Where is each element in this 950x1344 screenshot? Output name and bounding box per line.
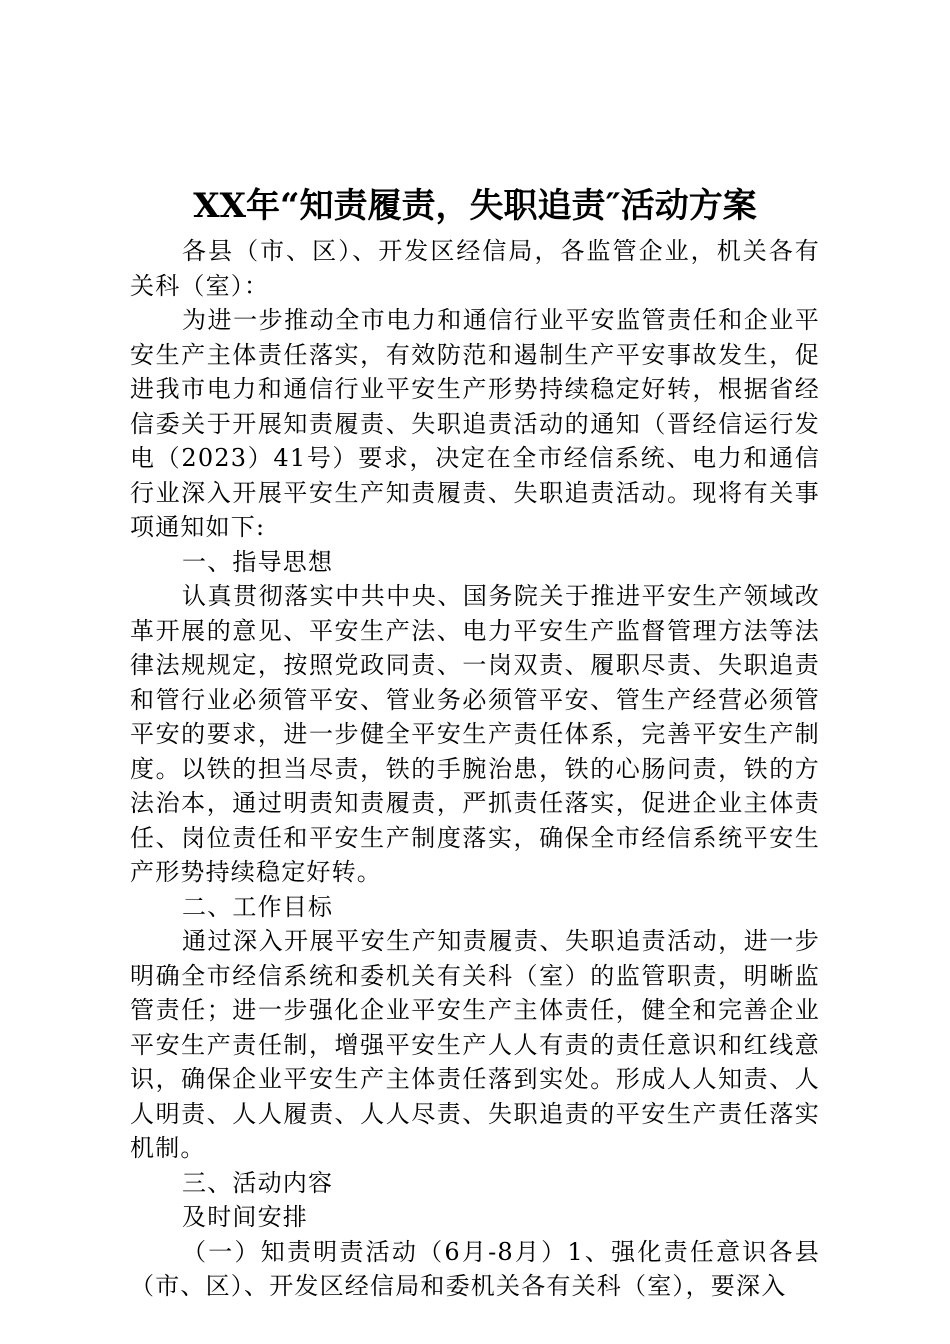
document-body <box>130 234 820 1304</box>
section-heading-guiding-ideology: 一、指导思想 <box>182 547 334 576</box>
section-heading-schedule: 及时间安排 <box>182 1203 308 1231</box>
section-heading-work-objectives: 二、工作目标 <box>182 892 334 921</box>
paragraph-activity-phase-one: （一）知责明责活动（6月-8月）1、强化责任意识各县（市、区）、开发区经信局和委机关各有关科（室），要深入 <box>130 1237 820 1300</box>
paragraph-guiding-ideology: 认真贯彻落实中共中央、国务院关于推进平安生产领域改革开展的意见、平安生产法、电力平安生产监督管理方法等法律法规规定，按照党政同责、一岗双责、履职尽责、失职追责和管行业必须管平安、管业务必须管平安、管生产经营必须管平安的要求，进一步健全平安生产责任体系，完善平安生产制度。以铁的担当尽责，铁的手腕治患，铁的心肠问责，铁的方法治本，通过明责知责履责，严抓责任落实，促进企业主体责任、岗位责任和平安生产制度落实，确保全市经信系统平安生产形势持续稳定好转。 <box>130 582 820 886</box>
document-title: XX年“知责履责，失职追责″活动方案 <box>193 186 757 226</box>
paragraph-salutation: 各县（市、区）、开发区经信局，各监管企业，机关各有关科（室）： <box>130 237 820 300</box>
section-heading-activity-content: 三、活动内容 <box>182 1168 334 1197</box>
paragraph-intro: 为进一步推动全市电力和通信行业平安监管责任和企业平安生产主体责任落实，有效防范和遏制生产平安事故发生，促进我市电力和通信行业平安生产形势持续稳定好转，根据省经信委关于开展知责履责、失职追责活动的通知（晋经信运行发电（2023）41号）要求，决定在全市经信系统、电力和通信行业深入开展平安生产知责履责、失职追责活动。现将有关事项通知如下: <box>130 306 820 541</box>
paragraph-work-objectives: 通过深入开展平安生产知责履责、失职追责活动，进一步明确全市经信系统和委机关有关科（室）的监管职责，明晰监管责任；进一步强化企业平安生产主体责任，健全和完善企业平安生产责任制，增强平安生产人人有责的责任意识和红线意识，确保企业平安生产主体责任落到实处。形成人人知责、人人明责、人人履责、人人尽责、失职追责的平安生产责任落实机制。 <box>130 927 820 1162</box>
